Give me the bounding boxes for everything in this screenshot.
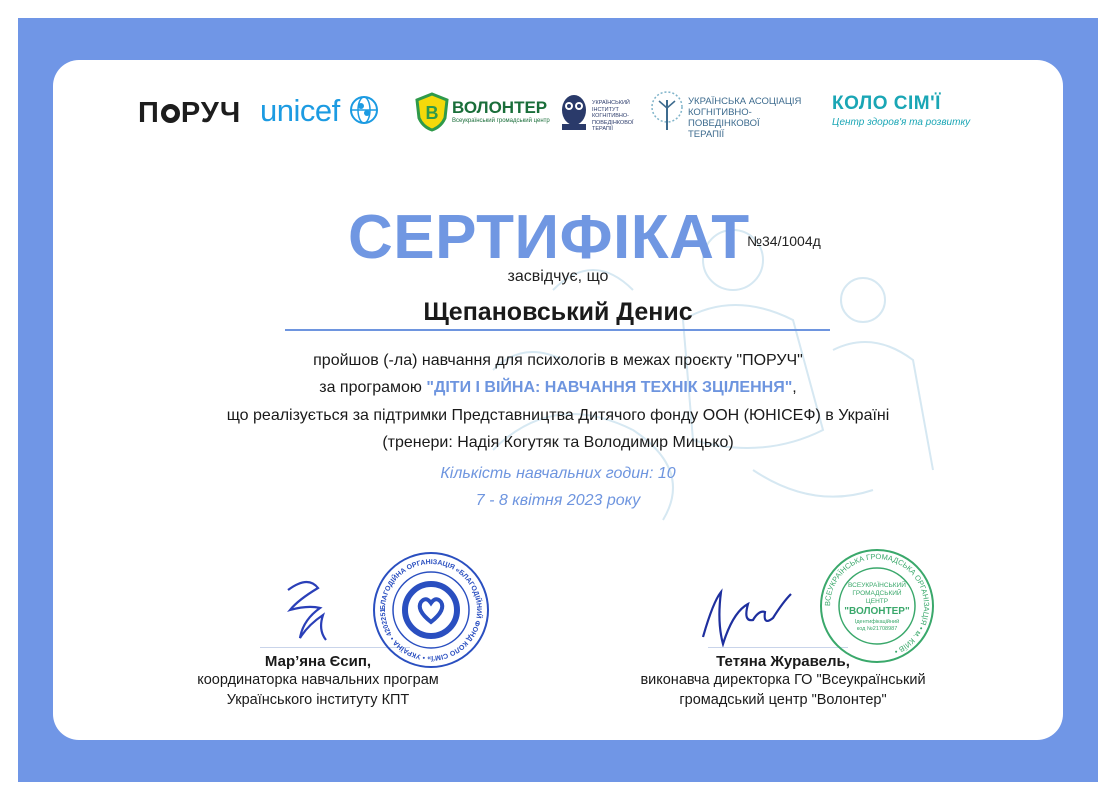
tree-icon	[648, 90, 686, 132]
svg-text:БЛАГОДІЙНА ОРГАНІЗАЦІЯ «БЛАГОД: БЛАГОДІЙНА ОРГАНІЗАЦІЯ «БЛАГОДІЙНИЙ ФОНД КОЛО СІМ'Ї» • УКРАЇНА • 4202251	[379, 558, 483, 662]
kolo-simi-logo: КОЛО СІМ'Ї Центр здоров'я та розвитку	[832, 93, 971, 128]
certificate-number: №34/1004д	[747, 233, 821, 249]
unicef-globe-icon	[348, 94, 380, 126]
recipient-name: Щепановський Денис	[423, 298, 693, 326]
certificate-title: СЕРТИФІКАТ	[348, 203, 750, 272]
support-line: що реалізується за підтримки Представництва Дитячого фонду ООН (ЮНІСЕФ) в Україні	[226, 407, 890, 424]
training-line: пройшов (-ла) навчання для психологів в межах проєкту "ПОРУЧ"	[313, 352, 803, 369]
svg-text:ВСЕУКРАЇНСЬКА ГРОМАДСЬКА ОРГАН: ВСЕУКРАЇНСЬКА ГРОМАДСЬКА ОРГАНІЗАЦІЯ • м. КИЇВ •	[822, 551, 932, 657]
svg-text:В: В	[425, 103, 439, 123]
program-name: "ДІТИ І ВІЙНА: НАВЧАННЯ ТЕХНІК ЗЦІЛЕННЯ"	[426, 379, 793, 396]
unicef-logo: unicef	[260, 93, 380, 129]
signature-1	[278, 570, 338, 645]
poruch-logo: П РУЧ	[138, 97, 242, 129]
volonter-logo: В ВОЛОНТЕР Всеукраїнський громадський центр	[415, 92, 449, 137]
training-dates: 7 - 8 квітня 2023 року	[475, 492, 641, 509]
svg-text:код №21708987: код №21708987	[856, 626, 898, 632]
signatory-2: Тетяна Журавель, виконавча директорка ГО "Всеукраїнський громадський центр "Волонтер"	[640, 653, 926, 708]
svg-text:ГРОМАДСЬКИЙ: ГРОМАДСЬКИЙ	[852, 590, 902, 597]
svg-text:"ВОЛОНТЕР": "ВОЛОНТЕР"	[844, 606, 910, 617]
svg-text:ЦЕНТР: ЦЕНТР	[865, 598, 889, 605]
owl-icon	[558, 90, 590, 134]
kolo-simi-stamp	[371, 550, 491, 670]
ikpt-logo: УКРАЇНСЬКИЙ ІНСТИТУТ КОГНІТИВНО- ПОВЕДІНКОВОЇ ТЕРАПІЇ	[558, 90, 590, 139]
certifies-text: засвідчує, що	[507, 268, 609, 285]
trainers-line: (тренери: Надія Когутяк та Володимир Мицько)	[382, 434, 734, 451]
poruch-ring-icon	[161, 104, 180, 123]
signature-2	[693, 582, 798, 652]
training-hours: Кількість навчальних годин: 10	[440, 465, 676, 482]
svg-text:ВСЕУКРАЇНСЬКИЙ: ВСЕУКРАЇНСЬКИЙ	[848, 582, 906, 589]
recipient-underline	[285, 329, 830, 331]
signatory-1: Мар’яна Єсип, координаторка навчальних програм Українського інституту КПТ	[197, 653, 439, 708]
program-line: за програмою "ДІТИ І ВІЙНА: НАВЧАННЯ ТЕХНІК ЗЦІЛЕННЯ",	[319, 379, 797, 396]
certificate-card	[53, 60, 1063, 740]
uakpt-logo: УКРАЇНСЬКА АСОЦІАЦІЯ КОГНІТИВНО-ПОВЕДІНКОВОЇ ТЕРАПІЇ	[648, 90, 686, 137]
volonter-shield-icon	[415, 92, 449, 132]
svg-text:Ідентифікаційний: Ідентифікаційний	[854, 619, 900, 625]
volonter-stamp	[818, 547, 936, 665]
